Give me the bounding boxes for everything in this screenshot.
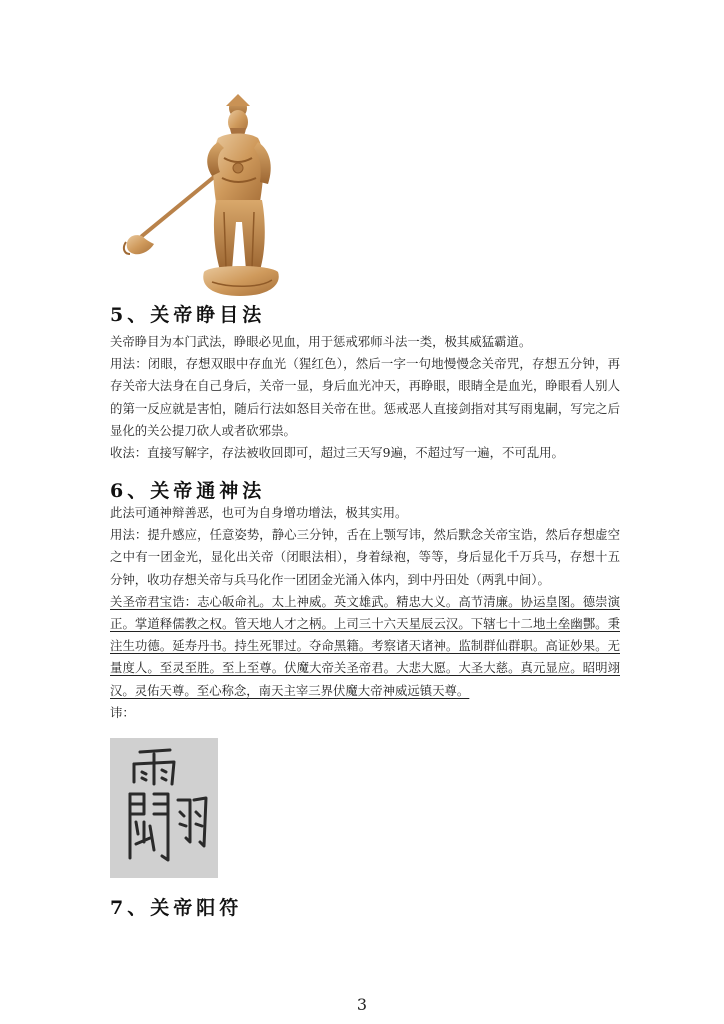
section-7-heading: 7、关帝阳符	[110, 897, 243, 919]
section-6-hui-label: 讳：	[110, 704, 135, 720]
section-5-release: 收法：直接写解字，存法被收回即可，超过三天写9遍，不超过写一遍，不可乱用。	[110, 445, 564, 461]
section-6-incantation: 关圣帝君宝诰：志心皈命礼。太上神威。英文雄武。精忠大义。高节清廉。协运皇图。德崇演正。掌道释儒教之权。管天地人才之柄。上司三十六天星辰云汉。下辖七十二地土垒幽酆。秉注生功德。延寿丹书。持生死罪过。夺命黑籍。考察诸天诸神。监制群仙群职。高证妙果。无量度人。至灵至胜。至上至尊。伏魔大帝关圣帝君。大悲大愿。大圣大慈。真元显应。昭明翊汉。灵佑天尊。至心称念，南天主宰三界伏魔大帝神威远镇天尊。	[110, 593, 620, 698]
section-6-body	[110, 502, 620, 722]
section-5-intro: 关帝睁目为本门武法，睁眼必见血，用于惩戒邪师斗法一类，极其威猛霸道。	[110, 334, 532, 349]
page-number: 3	[356, 995, 368, 1014]
section-5-heading: 5、关帝睁目法	[110, 304, 266, 326]
section-5-body	[110, 331, 620, 471]
section-6-usage: 用法：提升感应，任意姿势，静心三分钟，舌在上颚写讳，然后默念关帝宝诰，然后存想虚空之中有一团金光，显化出关帝（闭眼法相），身着绿袍，等等，身后显化千万兵马，存想十五分钟，收功存想关帝与兵马化作一团团金光涌入体内，到中丹田处（两乳中间）。	[110, 527, 620, 587]
section-5-usage: 用法：闭眼，存想双眼中存血光（猩红色），然后一字一句地慢慢念关帝咒，存想五分钟，再存关帝大法身在自己身后，关帝一显，身后血光冲天，再睁眼，眼睛全是血光，睁眼看人别人的第一反应就是害怕，随后行法如怒目关帝在世。惩戒恶人直接剑指对其写雨鬼嗣，写完之后显化的关公提刀砍人或者砍邪祟。	[110, 356, 620, 438]
section-6-heading: 6、关帝通神法	[110, 480, 266, 502]
guan-di-statue-image	[120, 92, 286, 298]
hui-talisman-image	[110, 738, 218, 878]
section-6-intro: 此法可通神辩善恶，也可为自身增功增法，极其实用。	[110, 505, 408, 520]
